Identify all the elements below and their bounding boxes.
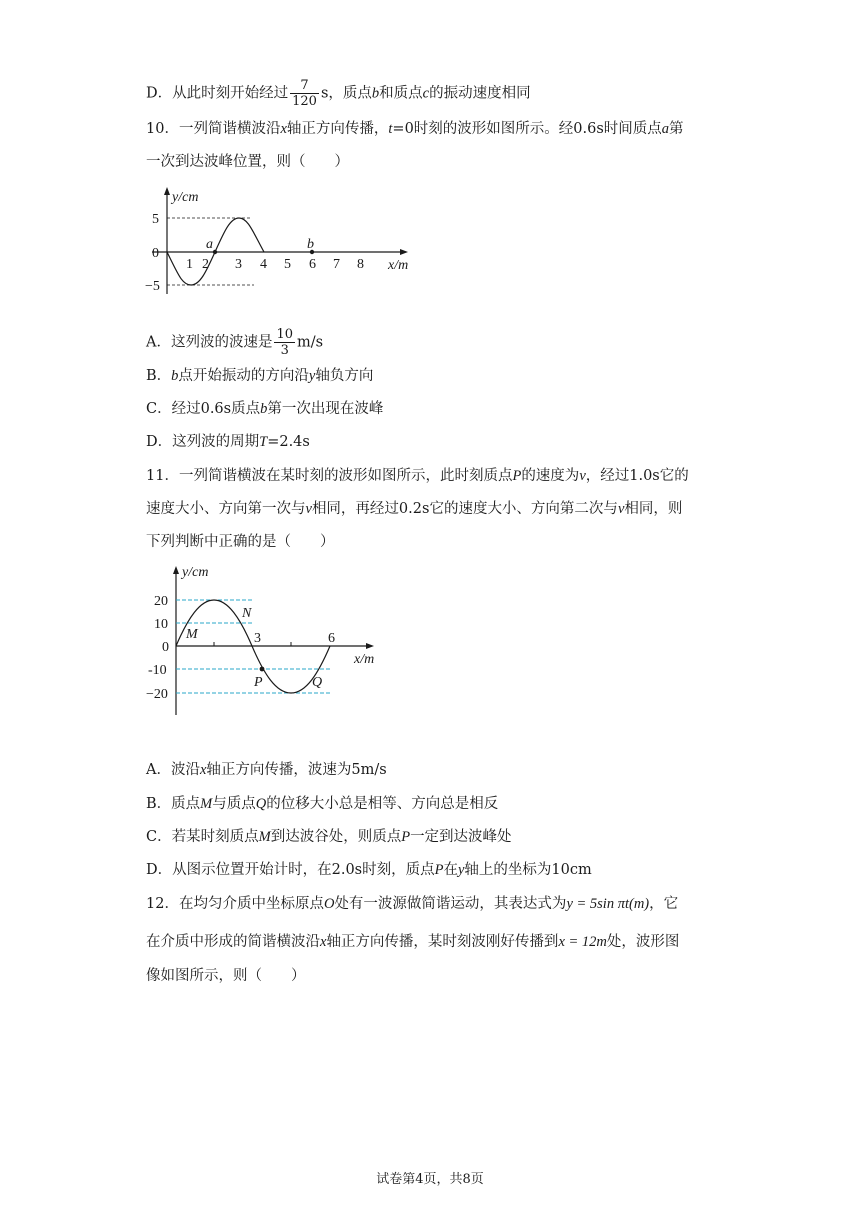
q11-stem-line1: 11．一列简谐横波在某时刻的波形如图所示，此时刻质点P的速度为v，经过1.0s它的 — [146, 468, 689, 484]
q11-ytick-10: 10 — [154, 617, 168, 632]
q11-point-p-label: P — [254, 675, 263, 690]
q11-point-n-label: N — [242, 606, 252, 621]
q11-wave-graph — [140, 560, 390, 720]
q11-xtick-6: 6 — [328, 631, 335, 646]
q10-xtick-5: 5 — [284, 257, 291, 272]
page-footer: 试卷第4页，共8页 — [376, 1172, 484, 1187]
q10-y-axis-label: y/cm — [172, 190, 199, 205]
q10-point-b-label: b — [307, 237, 314, 252]
q10-stem-line2: 一次到达波峰位置，则（ ） — [146, 154, 349, 170]
q10-xtick-4: 4 — [260, 257, 267, 272]
q10-ytick-neg5: −5 — [145, 279, 160, 294]
q12-stem-line2: 在介质中形成的简谐横波沿x轴正方向传播，某时刻波刚好传播到x = 12m处，波形图 — [146, 934, 680, 950]
q9-option-d: D．从此时刻开始经过 $\frac{7}{120}$ s，质点b和质点c的振动速度相同 — [146, 78, 531, 109]
q10-xtick-1: 1 — [186, 257, 193, 272]
q12-equation-x: x = 12m — [558, 934, 607, 950]
q10-point-a-label: a — [206, 237, 213, 252]
q10-xtick-6: 6 — [309, 257, 316, 272]
q11-x-axis-label: x/m — [354, 652, 375, 667]
q10-ytick-5: 5 — [152, 212, 159, 227]
q12-stem-line1: 12．在均匀介质中坐标原点O处有一波源做简谐运动，其表达式为y = 5sin πt(m)，它 — [146, 896, 679, 912]
q11-option-c: C．若某时刻质点M到达波谷处，则质点P一定到达波峰处 — [146, 829, 512, 845]
q10-xtick-7: 7 — [333, 257, 340, 272]
q11-ytick-neg20: −20 — [146, 687, 168, 702]
q10-wave-graph — [140, 184, 430, 300]
q11-ytick-0: 0 — [162, 640, 169, 655]
q10-xtick-8: 8 — [357, 257, 364, 272]
q11-ytick-20: 20 — [154, 594, 168, 609]
q10-option-d: D．这列波的周期T=2.4s — [146, 434, 310, 450]
q11-option-a: A．波沿x轴正方向传播，波速为5m/s — [146, 762, 387, 778]
q10-x-axis-label: x/m — [388, 258, 409, 273]
q12-equation-y: y = 5sin πt(m) — [566, 896, 650, 912]
q11-y-axis-label: y/cm — [182, 565, 209, 580]
q11-stem-line3: 下列判断中正确的是（ ） — [146, 534, 335, 550]
q10-stem-line1: 10．一列简谐横波沿x轴正方向传播，t=0时刻的波形如图所示。经0.6s时间质点a第 — [146, 121, 684, 137]
fraction-10-3: $\frac{10}{3}$ — [276, 327, 294, 358]
q11-xtick-3: 3 — [254, 631, 261, 646]
q11-option-d: D．从图示位置开始计时，在2.0s时刻，质点P在y轴上的坐标为10cm — [146, 862, 592, 878]
fraction-7-120: $\frac{7}{120}$ — [292, 78, 317, 109]
q10-xtick-3: 3 — [235, 257, 242, 272]
q10-ytick-0: 0 — [152, 246, 159, 261]
q11-stem-line2: 速度大小、方向第一次与v相同，再经过0.2s它的速度大小、方向第二次与v相同，则 — [146, 501, 683, 517]
q11-option-b: B．质点M与质点Q的位移大小总是相等、方向总是相反 — [146, 796, 499, 812]
q12-stem-line3: 像如图所示，则（ ） — [146, 968, 306, 984]
q11-point-m-label: M — [186, 627, 198, 642]
q10-option-c: C．经过0.6s质点b第一次出现在波峰 — [146, 401, 384, 417]
q10-xtick-2: 2 — [202, 257, 209, 272]
q11-point-q-label: Q — [312, 675, 323, 690]
q10-option-a: A．这列波的波速是 $\frac{10}{3}$ m/s — [146, 327, 324, 358]
q11-ytick-neg10: -10 — [148, 663, 167, 678]
q10-option-b: B．b点开始振动的方向沿y轴负方向 — [146, 368, 374, 384]
